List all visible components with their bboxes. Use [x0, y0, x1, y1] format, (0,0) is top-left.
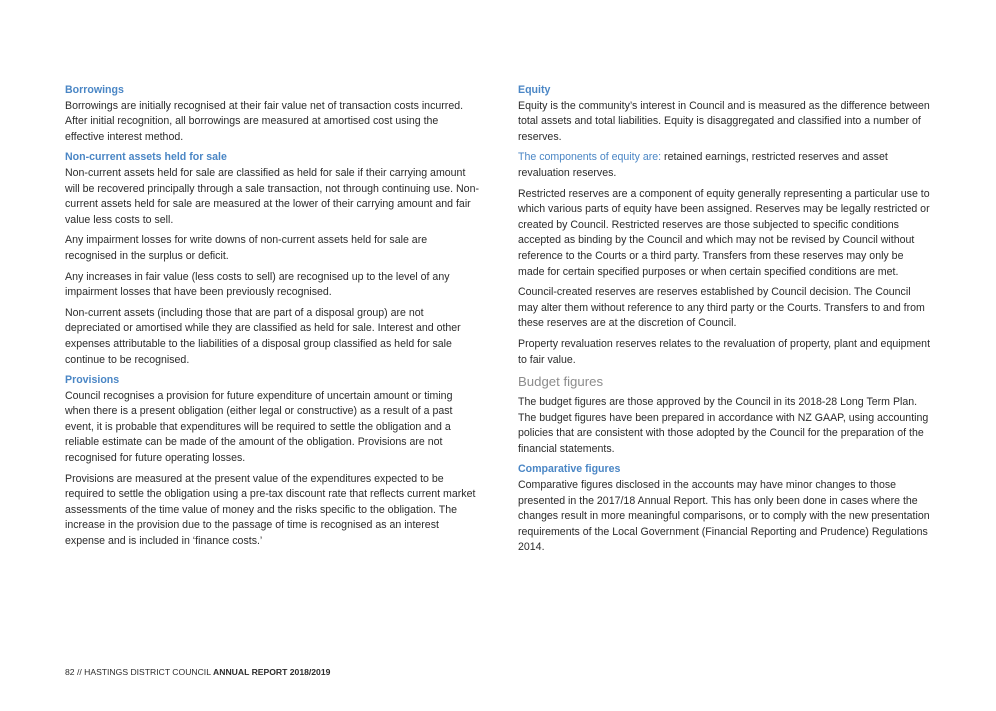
equity-components-text: retained earnings, restricted reserves and asset revaluation reserves. [518, 151, 888, 179]
budget-section [518, 373, 932, 457]
non-current-assets-paragraph: Non-current assets held for sale are classified as held for sale if their carrying amount will be recovered principally through a sale transaction, not through continuing use. Non-current assets held for sale are measured at the lower of their carrying amount and fair value less costs to sell. [65, 166, 479, 226]
equity-paragraph: Property revaluation reserves relates to the revaluation of property, plant and equipment to fair value. [518, 337, 931, 366]
left-column [65, 83, 479, 555]
comparative-heading: Comparative figures [518, 463, 621, 476]
footer-separator: // [74, 667, 85, 677]
borrowings-paragraph: Borrowings are initially recognised at their fair value net of transaction costs incurred. After initial recognition, all borrowings are measured at amortised cost using the effective interest method. [65, 99, 464, 143]
provisions-section [65, 373, 479, 550]
non-current-assets-paragraph: Any increases in fair value (less costs to sell) are recognised up to the level of any impairment losses that have been previously recognised. [65, 270, 450, 299]
equity-paragraph: Restricted reserves are a component of equity generally representing a particular use to which various parts of equity have been assigned. Reserves may be legally restricted or created by Council. Restricted reserves are those subjected to specific conditions accepted as binding by the Council and which may not be revised by Council without reference to the Courts or a third party. Transfers from these reserves may only be made for certain specified purposes or when certain specified conditions are met. [518, 187, 930, 278]
provisions-heading: Provisions [65, 374, 120, 387]
equity-section [518, 83, 932, 368]
equity-paragraph: Council-created reserves are reserves established by Council decision. The Council may alter them without reference to any third party or the Courts. Transfers to and from these reserves are at the discretion of Council. [518, 286, 925, 330]
budget-paragraph: The budget figures are those approved by the Council in its 2018-28 Long Term Plan. The budget figures have been prepared in accordance with NZ GAAP, using accounting policies that are consistent with those adopted by the Council for the preparation of the financial statements. [518, 396, 929, 455]
borrowings-heading: Borrowings [65, 84, 124, 96]
comparative-section [518, 462, 932, 556]
right-column [518, 83, 932, 561]
budget-heading: Budget figures [518, 374, 604, 390]
equity-paragraph: Equity is the community’s interest in Council and is measured as the difference between total assets and total liabilities. Equity is disaggregated and classified into a number of reserves. [518, 99, 930, 143]
equity-components-paragraph [518, 150, 932, 181]
non-current-assets-section [65, 150, 479, 368]
non-current-assets-paragraph: Any impairment losses for write downs of non-current assets held for sale are recognised in the surplus or deficit. [65, 234, 428, 262]
borrowings-section [65, 83, 479, 145]
footer-organisation: HASTINGS DISTRICT COUNCIL [84, 667, 211, 677]
non-current-assets-heading: Non-current assets held for sale [65, 151, 227, 164]
provisions-paragraph: Provisions are measured at the present value of the expenditures expected to be required to settle the obligation using a pre-tax discount rate that reflects current market assessments of the time value of money and the risks specific to the obligation. The increase in the provision due to the passage of time is recognised as an interest expense and is included in ‘finance costs.’ [65, 472, 476, 548]
equity-heading: Equity [518, 84, 551, 96]
page-footer [65, 667, 330, 678]
equity-components-lead: The components of equity are: [518, 151, 662, 164]
non-current-assets-paragraph: Non-current assets (including those that are part of a disposal group) are not depreciated or amortised while they are classified as held for sale. Interest and other expenses attributable to the liabilities of a disposal group classified as held for sale continue to be recognised. [65, 306, 461, 366]
page-number: 82 [65, 667, 75, 677]
footer-report-title: ANNUAL REPORT 2018/2019 [210, 667, 331, 677]
provisions-paragraph: Council recognises a provision for future expenditure of uncertain amount or timing when there is a present obligation (either legal or constructive) as a result of a past event, it is probable that expenditures will be required to settle the obligation and a reliable estimate can be made of the amount of the obligation. Provisions are not recognised for future operating losses. [65, 389, 453, 465]
comparative-paragraph: Comparative figures disclosed in the accounts may have minor changes to those presented in the 2017/18 Annual Report. This has only been done in cases where the changes result in more meaningful comparisons, or to comply with the new presentation requirements of the Local Government (Financial Reporting and Prudence) Regulations 2014. [518, 479, 930, 554]
